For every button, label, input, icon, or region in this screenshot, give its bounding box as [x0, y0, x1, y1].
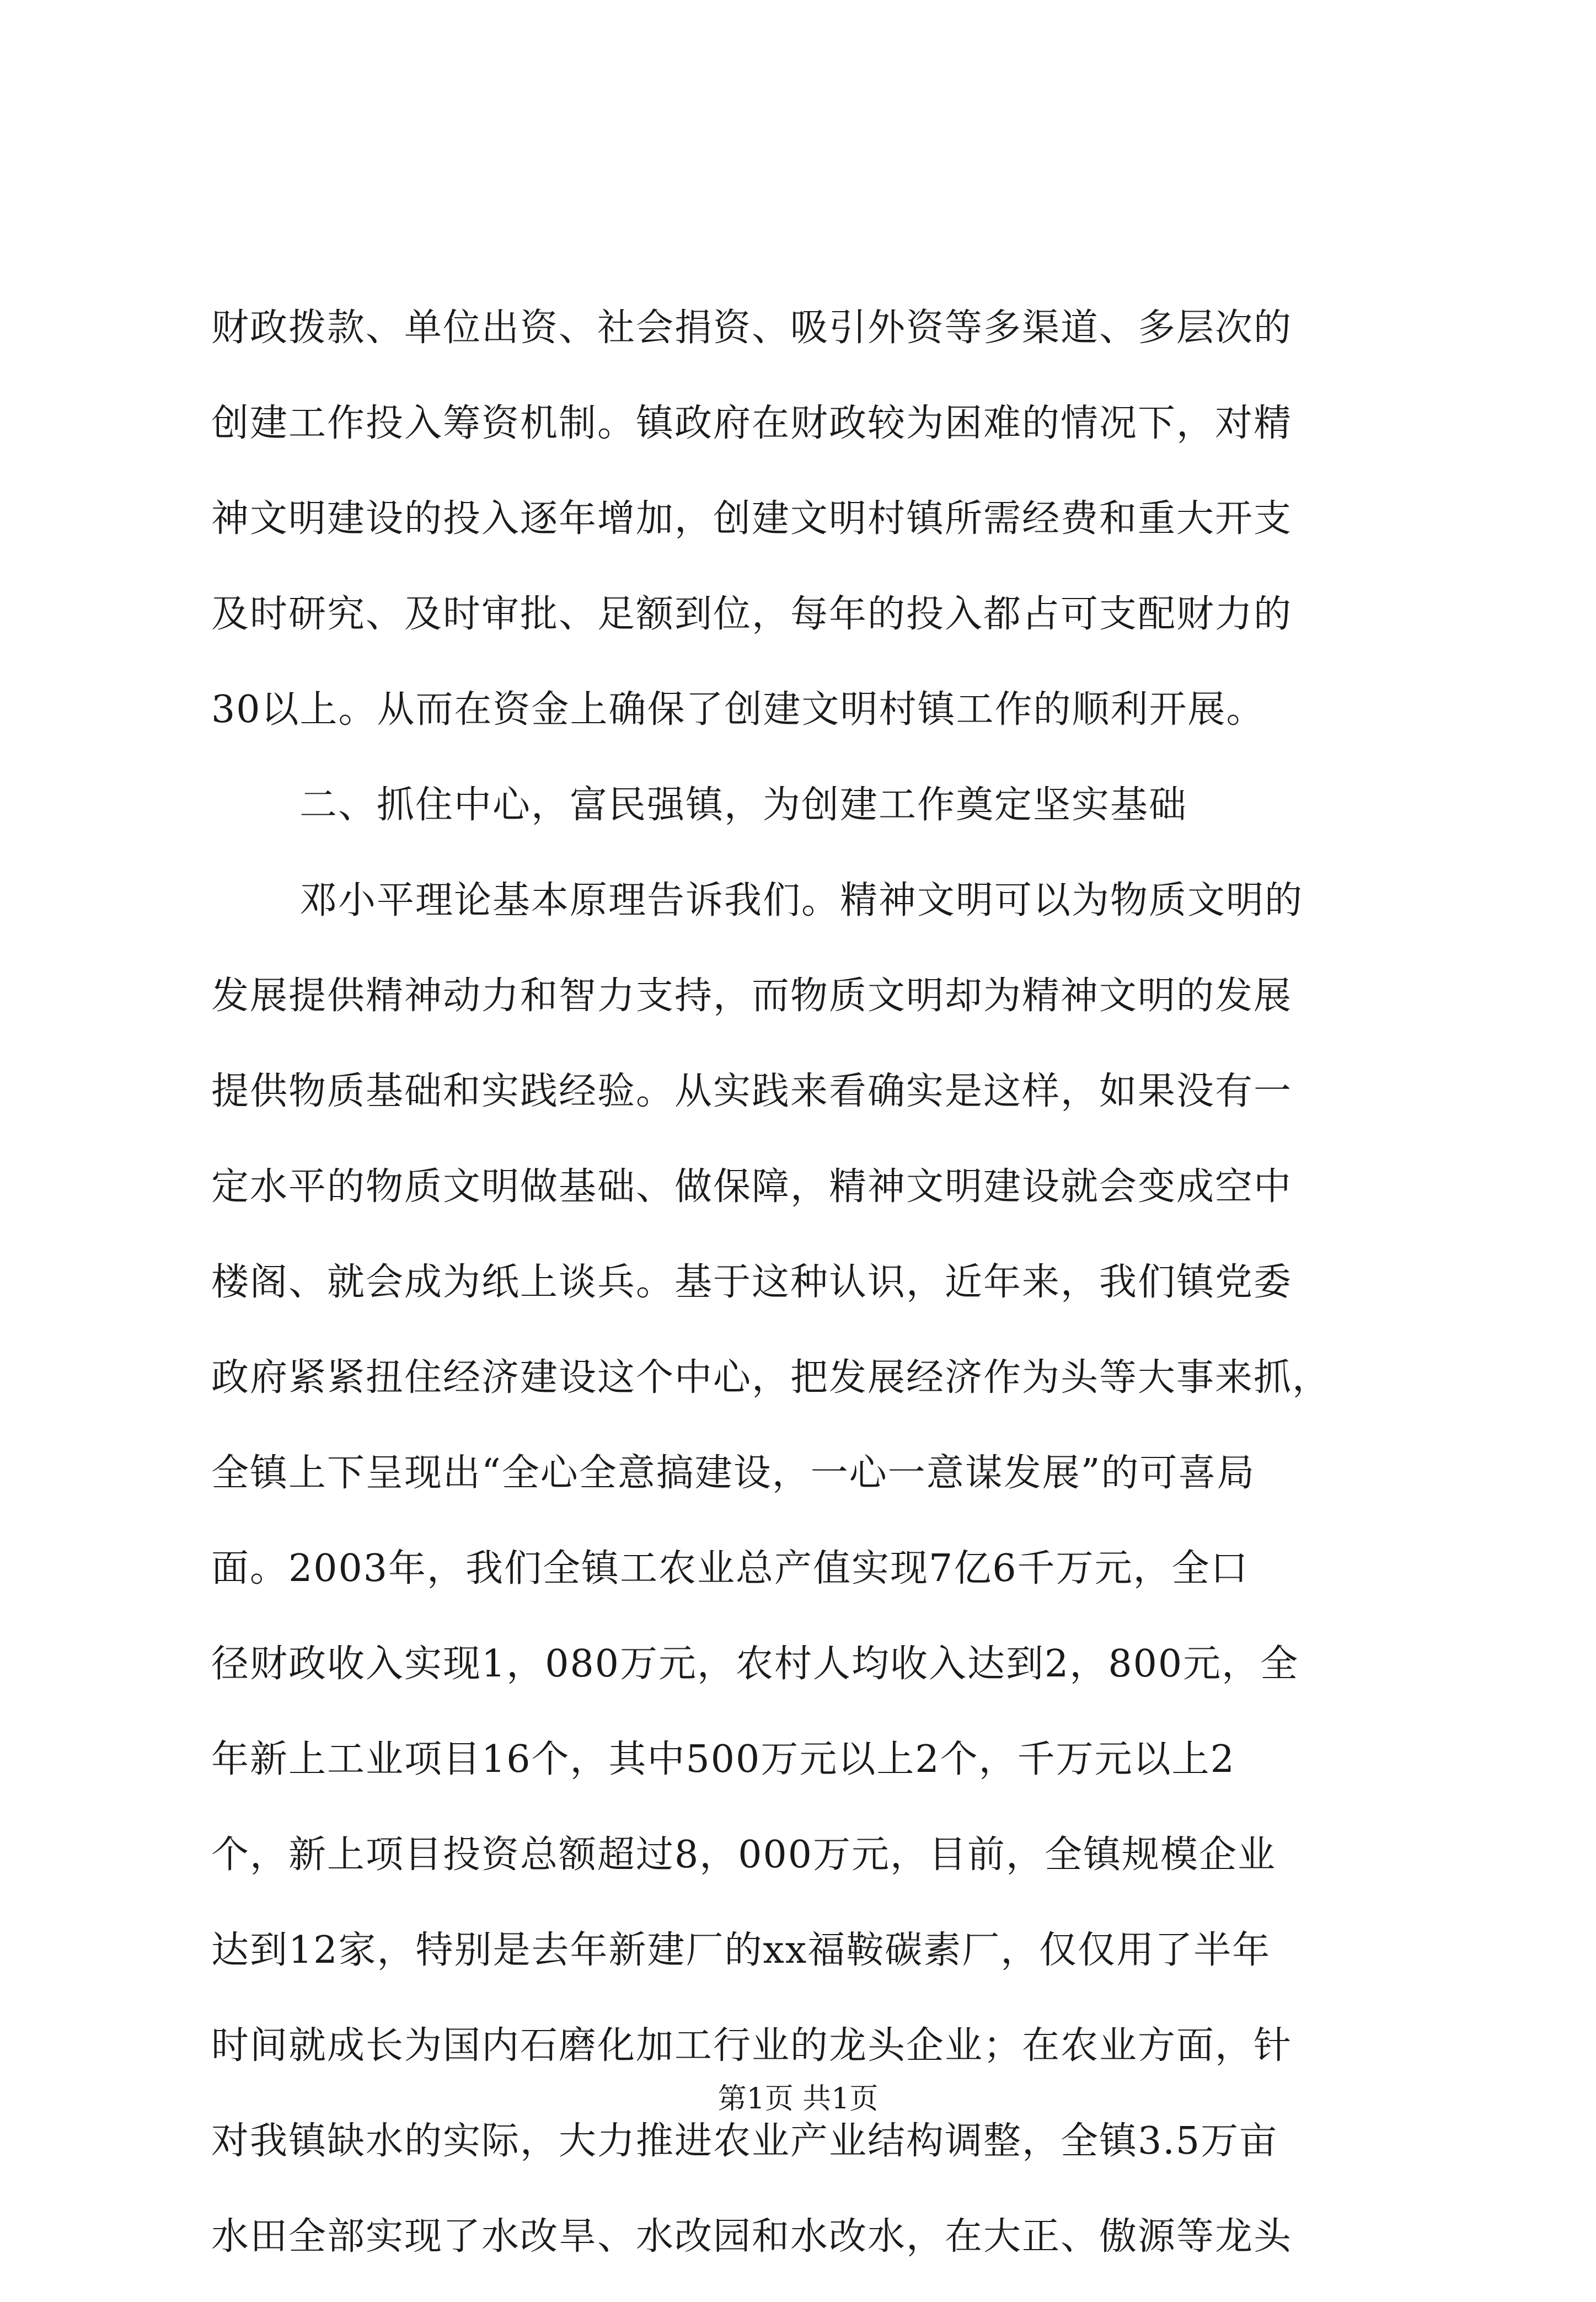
text-line: 径财政收入实现1，080万元，农村人均收入达到2，800元，全 [211, 1642, 1299, 1686]
text-line: 达到12家，特别是去年新建厂的xx福鞍碳素厂，仅仅用了半年 [211, 1929, 1271, 1972]
text-line: 政府紧紧扭住经济建设这个中心，把发展经济作为头等大事来抓， [211, 1356, 1331, 1400]
text-line: 创建工作投入筹资机制。镇政府在财政较为困难的情况下，对精 [211, 402, 1293, 445]
text-line: 个，新上项目投资总额超过8，000万元，目前，全镇规模企业 [211, 1833, 1277, 1877]
text-line: 对我镇缺水的实际，大力推进农业产业结构调整，全镇3.5万亩 [211, 2119, 1278, 2163]
text-line: 发展提供精神动力和智力支持，而物质文明却为精神文明的发展 [211, 974, 1293, 1018]
page-number-label: 第1页 共1页 [717, 2082, 879, 2116]
text-line: 神文明建设的投入逐年增加，创建文明村镇所需经费和重大开支 [211, 497, 1293, 541]
text-line: 年新上工业项目16个，其中500万元以上2个，千万元以上2 [211, 1738, 1235, 1781]
text-line: 定水平的物质文明做基础、做保障，精神文明建设就会变成空中 [211, 1165, 1293, 1209]
text-line: 水田全部实现了水改旱、水改园和水改水，在大正、傲源等龙头 [211, 2215, 1293, 2258]
text-line: 面。2003年，我们全镇工农业总产值实现7亿6千万元，全口 [211, 1547, 1249, 1590]
document-body [211, 298, 1391, 2302]
text-line: 提供物质基础和实践经验。从实践来看确实是这样，如果没有一 [211, 1070, 1293, 1113]
page-footer [0, 2082, 1596, 2116]
text-line: 财政拨款、单位出资、社会捐资、吸引外资等多渠道、多层次的 [211, 306, 1293, 350]
text-line: 楼阁、就会成为纸上谈兵。基于这种认识，近年来，我们镇党委 [211, 1261, 1293, 1304]
text-line: 时间就成长为国内石磨化加工行业的龙头企业；在农业方面，针 [211, 2024, 1293, 2068]
text-line: 全镇上下呈现出“全心全意搞建设，一心一意谋发展”的可喜局 [211, 1451, 1256, 1495]
text-line: 邓小平理论基本原理告诉我们。精神文明可以为物质文明的 [299, 879, 1304, 922]
text-line: 30以上。从而在资金上确保了创建文明村镇工作的顺利开展。 [211, 688, 1265, 731]
text-line: 及时研究、及时审批、足额到位，每年的投入都占可支配财力的 [211, 592, 1293, 636]
section-heading: 二、抓住中心，富民强镇，为创建工作奠定坚实基础 [299, 783, 1188, 827]
